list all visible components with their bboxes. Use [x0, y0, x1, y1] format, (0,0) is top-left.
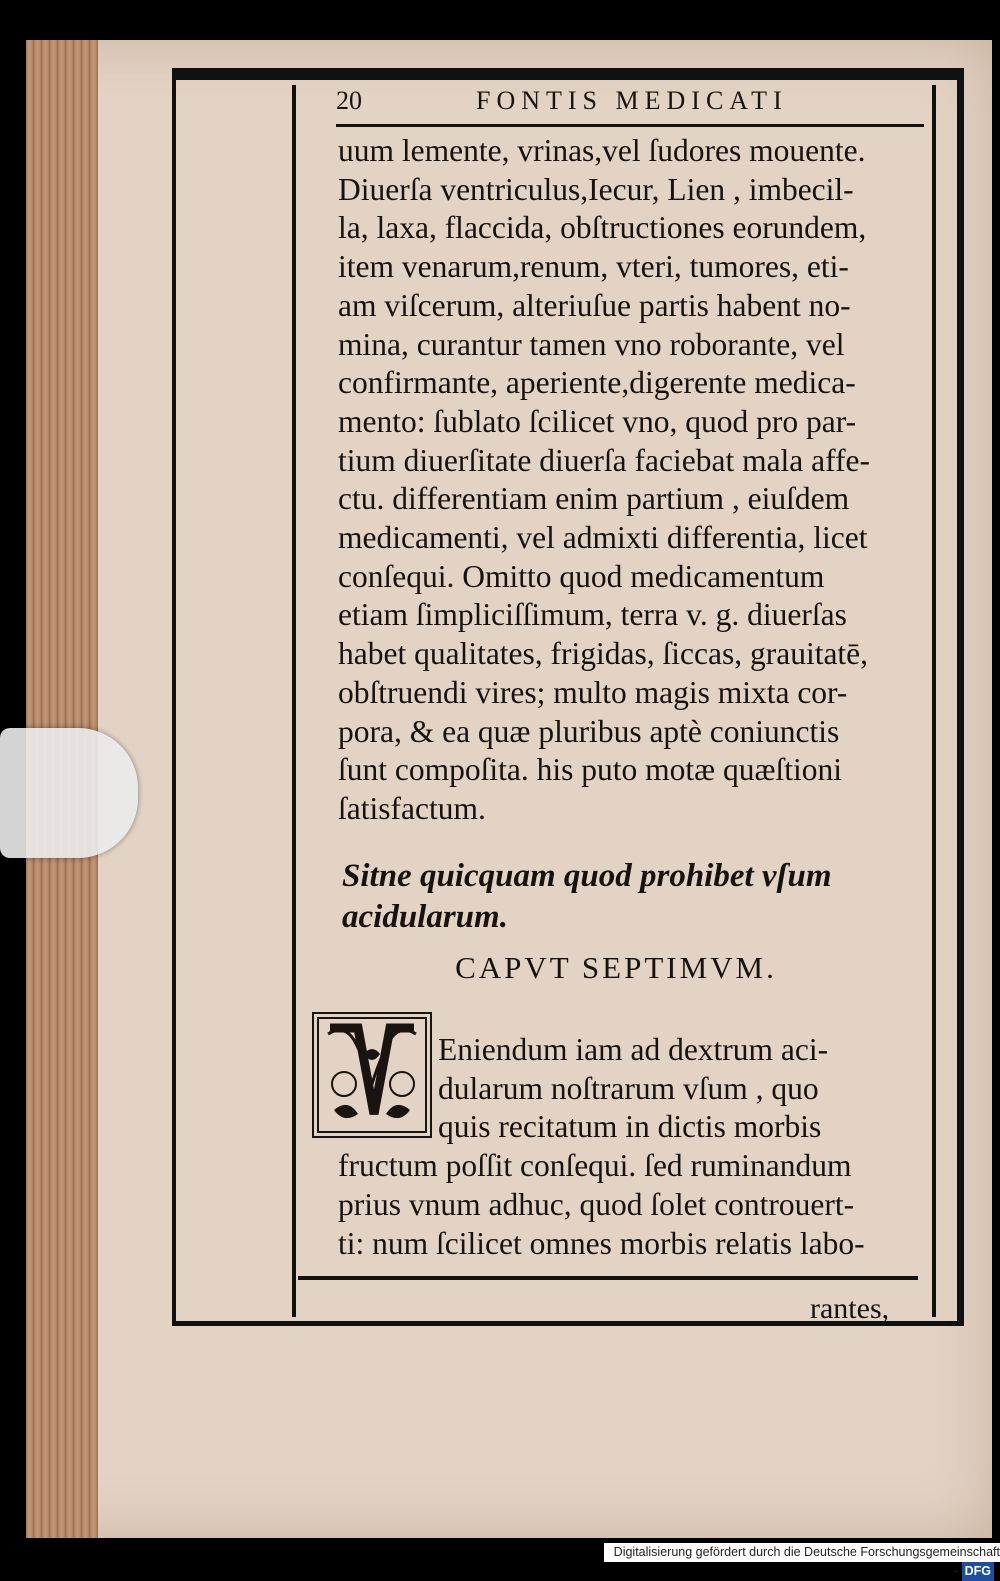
text-line: ſunt compoſita. his puto motæ quæſtioni [338, 752, 843, 788]
text-block-bottom-rule [298, 1276, 918, 1280]
text-line: habet qualitates, frigidas, ſiccas, grauitatē, [338, 636, 869, 672]
text-block-right-rule [932, 85, 936, 1317]
text-line: ti: num ſcilicet omnes morbis relatis labo- [338, 1225, 865, 1261]
text-line: quis recitatum in dictis morbis [438, 1109, 822, 1145]
text-line: Diuerſa ventriculus,Iecur, Lien , imbecil- [338, 171, 854, 207]
running-header [336, 86, 936, 126]
chapter-body-text [338, 1031, 928, 1263]
text-line: prius vnum adhuc, quod ſolet controuert- [338, 1186, 855, 1222]
funding-credit: Digitalisierung gefördert durch die Deutsche Forschungsgemeinschaft - [613, 1545, 1000, 1578]
text-line: uum lemente, vrinas,vel ſudores mouente. [338, 133, 866, 168]
text-line: tium diuerſitate diuerſa faciebat mala affe- [338, 442, 871, 478]
text-line: mento: ſublato ſcilicet vno, quod pro par- [338, 403, 857, 439]
header-rule [336, 124, 924, 127]
section-heading-line: acidularum. [342, 899, 508, 935]
text-line: item venarum,renum, vteri, tumores, eti- [338, 249, 849, 285]
text-line: mina, curantur tamen vno roborante, vel [338, 326, 845, 362]
page-holder-clip [0, 728, 138, 858]
text-line: confirmante, aperiente,digerente medica- [338, 365, 856, 401]
running-title: FONTIS MEDICATI [476, 86, 788, 115]
text-line: conſequi. Omitto quod medicamentum [338, 558, 825, 594]
page-number: 20 [336, 86, 362, 115]
text-line: ctu. differentiam enim partium , eiuſdem [338, 481, 850, 517]
text-block-left-rule [292, 85, 296, 1317]
text-line: ſatisfactum. [338, 790, 486, 826]
text-line: pora, & ea quæ pluribus aptè coniunctis [338, 713, 840, 749]
text-line: Eniendum iam ad dextrum aci- [438, 1032, 829, 1067]
text-line: etiam ſimpliciſſimum, terra v. g. diuerſas [338, 597, 847, 633]
text-line: fructum poſſit conſequi. ſed ruminandum [338, 1148, 852, 1184]
body-text [338, 132, 928, 829]
text-line: am viſcerum, alteriuſue partis habent no- [338, 287, 851, 323]
text-line: la, laxa, flaccida, obſtructiones eorundem, [338, 210, 867, 246]
text-line: obſtruendi vires; multo magis mixta cor- [338, 674, 848, 710]
section-heading [342, 856, 922, 938]
text-line: dularum noſtrarum vſum , quo [438, 1070, 819, 1106]
text-line: medicamenti, vel admixti differentia, licet [338, 520, 868, 556]
dfg-logo: DFG [962, 1562, 994, 1581]
digitization-credit-bar [604, 1543, 1000, 1578]
section-heading-line: Sitne quicquam quod prohibet vſum [342, 858, 832, 894]
chapter-title: CAPVT SEPTIMVM. [455, 950, 777, 985]
catchword: rantes, [810, 1292, 890, 1325]
